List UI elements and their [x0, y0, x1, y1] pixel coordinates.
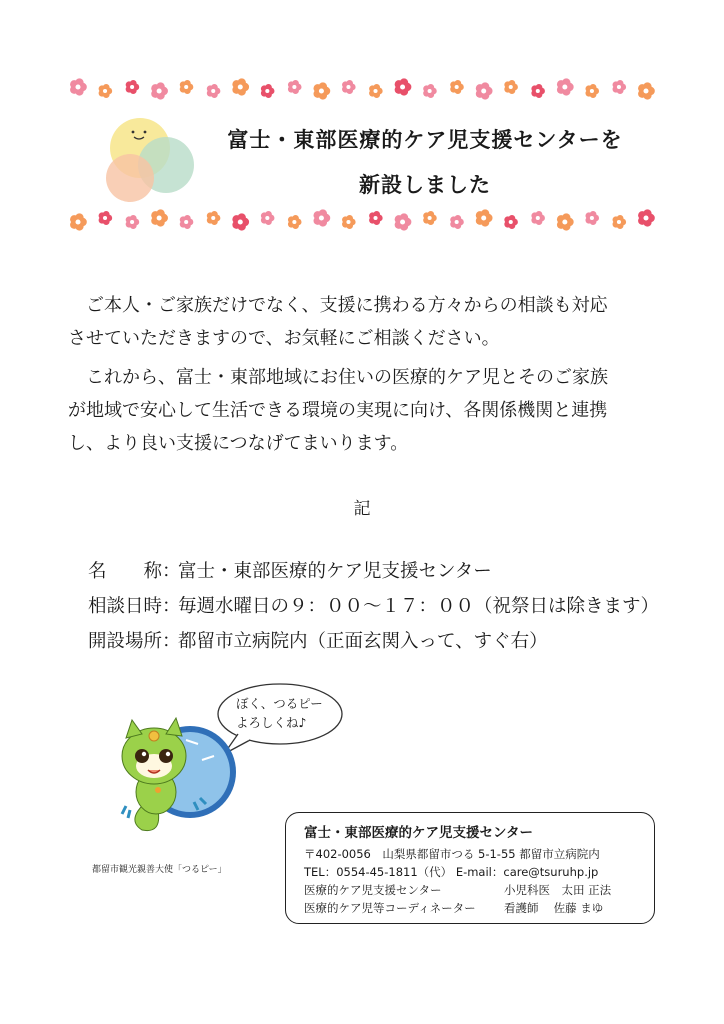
flower-icon — [126, 80, 140, 94]
page-title-line-2: 新設しました — [359, 173, 491, 197]
flower-icon — [557, 78, 574, 95]
flower-border-top — [66, 75, 658, 103]
flower-icon — [423, 84, 437, 98]
contact-phone-email: TEL：0554-45-1811（代） E-mail：care@tsuruhp.jp — [304, 865, 599, 879]
flower-icon — [70, 78, 87, 95]
place-value: 都留市立病院内（正面玄関入って、すぐ右） — [178, 631, 548, 652]
flower-icon — [151, 209, 168, 226]
flower-icon — [395, 213, 412, 230]
contact-staff-row-1 — [304, 881, 642, 899]
flower-icon — [313, 209, 330, 226]
flower-icon — [613, 215, 627, 229]
intro-line-2: させていただきますので、お気軽にご相談ください。 — [68, 328, 500, 349]
contact-address: 〒402-0056 山梨県都留市つる 5-1-55 都留市立病院内 — [304, 847, 600, 861]
mascot-caption: 都留市観光親善大使「つるピー」 — [92, 865, 227, 875]
flower-icon — [476, 209, 493, 226]
staff-1-role: 医療的ケア児支援センター — [304, 883, 442, 897]
detail-place-row — [88, 627, 548, 657]
flower-icon — [613, 80, 627, 94]
mission-line-1: これから、富士・東部地域にお住いの医療的ケア児とそのご家族 — [68, 367, 608, 388]
flower-icon — [207, 211, 221, 225]
flower-icon — [99, 211, 113, 225]
flower-icon — [504, 215, 518, 229]
speech-line-1: ぼく、つるピー — [236, 696, 323, 711]
flower-icon — [585, 84, 599, 98]
detail-name-row — [88, 557, 492, 587]
staff-1-person: 小児科医 太田 正法 — [504, 883, 612, 897]
contact-title: 富士・東部医療的ケア児支援センター — [304, 825, 533, 841]
flower-icon — [476, 82, 493, 99]
intro-line-1: ご本人・ご家族だけでなく、支援に携わる方々からの相談も対応 — [68, 295, 608, 316]
flower-icon — [180, 215, 194, 229]
flower-icon — [261, 211, 275, 225]
flower-icon — [423, 211, 437, 225]
place-label: 開設場所： — [88, 631, 181, 652]
mascot-tsurupi-illustration — [106, 710, 236, 836]
date-value: 毎週水曜日の９：００～１７：００（祝祭日は除きます） — [178, 596, 660, 617]
flower-icon — [342, 80, 356, 94]
name-label: 名 称： — [88, 561, 181, 582]
flower-icon — [638, 82, 655, 99]
flower-icon — [369, 84, 383, 98]
speech-text — [236, 694, 323, 732]
flower-border-bottom-graphic — [66, 206, 658, 234]
flower-icon — [288, 80, 302, 94]
flower-icon — [342, 215, 356, 229]
name-value: 富士・東部医療的ケア児支援センター — [178, 561, 492, 582]
staff-2-person: 看護師 佐藤 まゆ — [504, 901, 604, 915]
flower-icon — [207, 84, 221, 98]
flower-icon — [180, 80, 194, 94]
detail-date-row — [88, 592, 659, 622]
flower-icon — [261, 84, 275, 98]
intro-paragraph — [68, 289, 668, 355]
flower-icon — [504, 80, 518, 94]
mission-line-2: が地域で安心して生活できる環境の実現に向け、各関係機関と連携 — [68, 400, 608, 421]
mission-paragraph — [68, 361, 668, 460]
flower-icon — [369, 211, 383, 225]
flower-icon — [531, 84, 545, 98]
flower-icon — [557, 213, 574, 230]
flower-icon — [638, 209, 655, 226]
flower-icon — [70, 213, 87, 230]
contact-info-box — [285, 812, 655, 924]
flower-icon — [126, 215, 140, 229]
flower-icon — [232, 213, 249, 230]
speech-line-2: よろしくね♪ — [236, 715, 307, 730]
flower-icon — [395, 78, 412, 95]
flower-icon — [151, 82, 168, 99]
flower-icon — [585, 211, 599, 225]
flower-icon — [99, 84, 113, 98]
flower-icon — [450, 215, 464, 229]
flower-icon — [313, 82, 330, 99]
staff-2-role: 医療的ケア児等コーディネーター — [304, 901, 476, 915]
flower-border-top-graphic — [66, 75, 658, 103]
ki-heading: 記 — [353, 499, 371, 519]
date-label: 相談日時： — [88, 596, 181, 617]
flower-border-bottom — [66, 206, 658, 234]
flower-icon — [288, 215, 302, 229]
flower-icon — [450, 80, 464, 94]
page-title-line-1: 富士・東部医療的ケア児支援センターを — [227, 128, 623, 152]
mission-line-3: し、より良い支援につなげてまいります。 — [68, 433, 409, 454]
contact-staff-row-2 — [304, 899, 642, 917]
flower-icon — [232, 78, 249, 95]
flower-icon — [531, 211, 545, 225]
